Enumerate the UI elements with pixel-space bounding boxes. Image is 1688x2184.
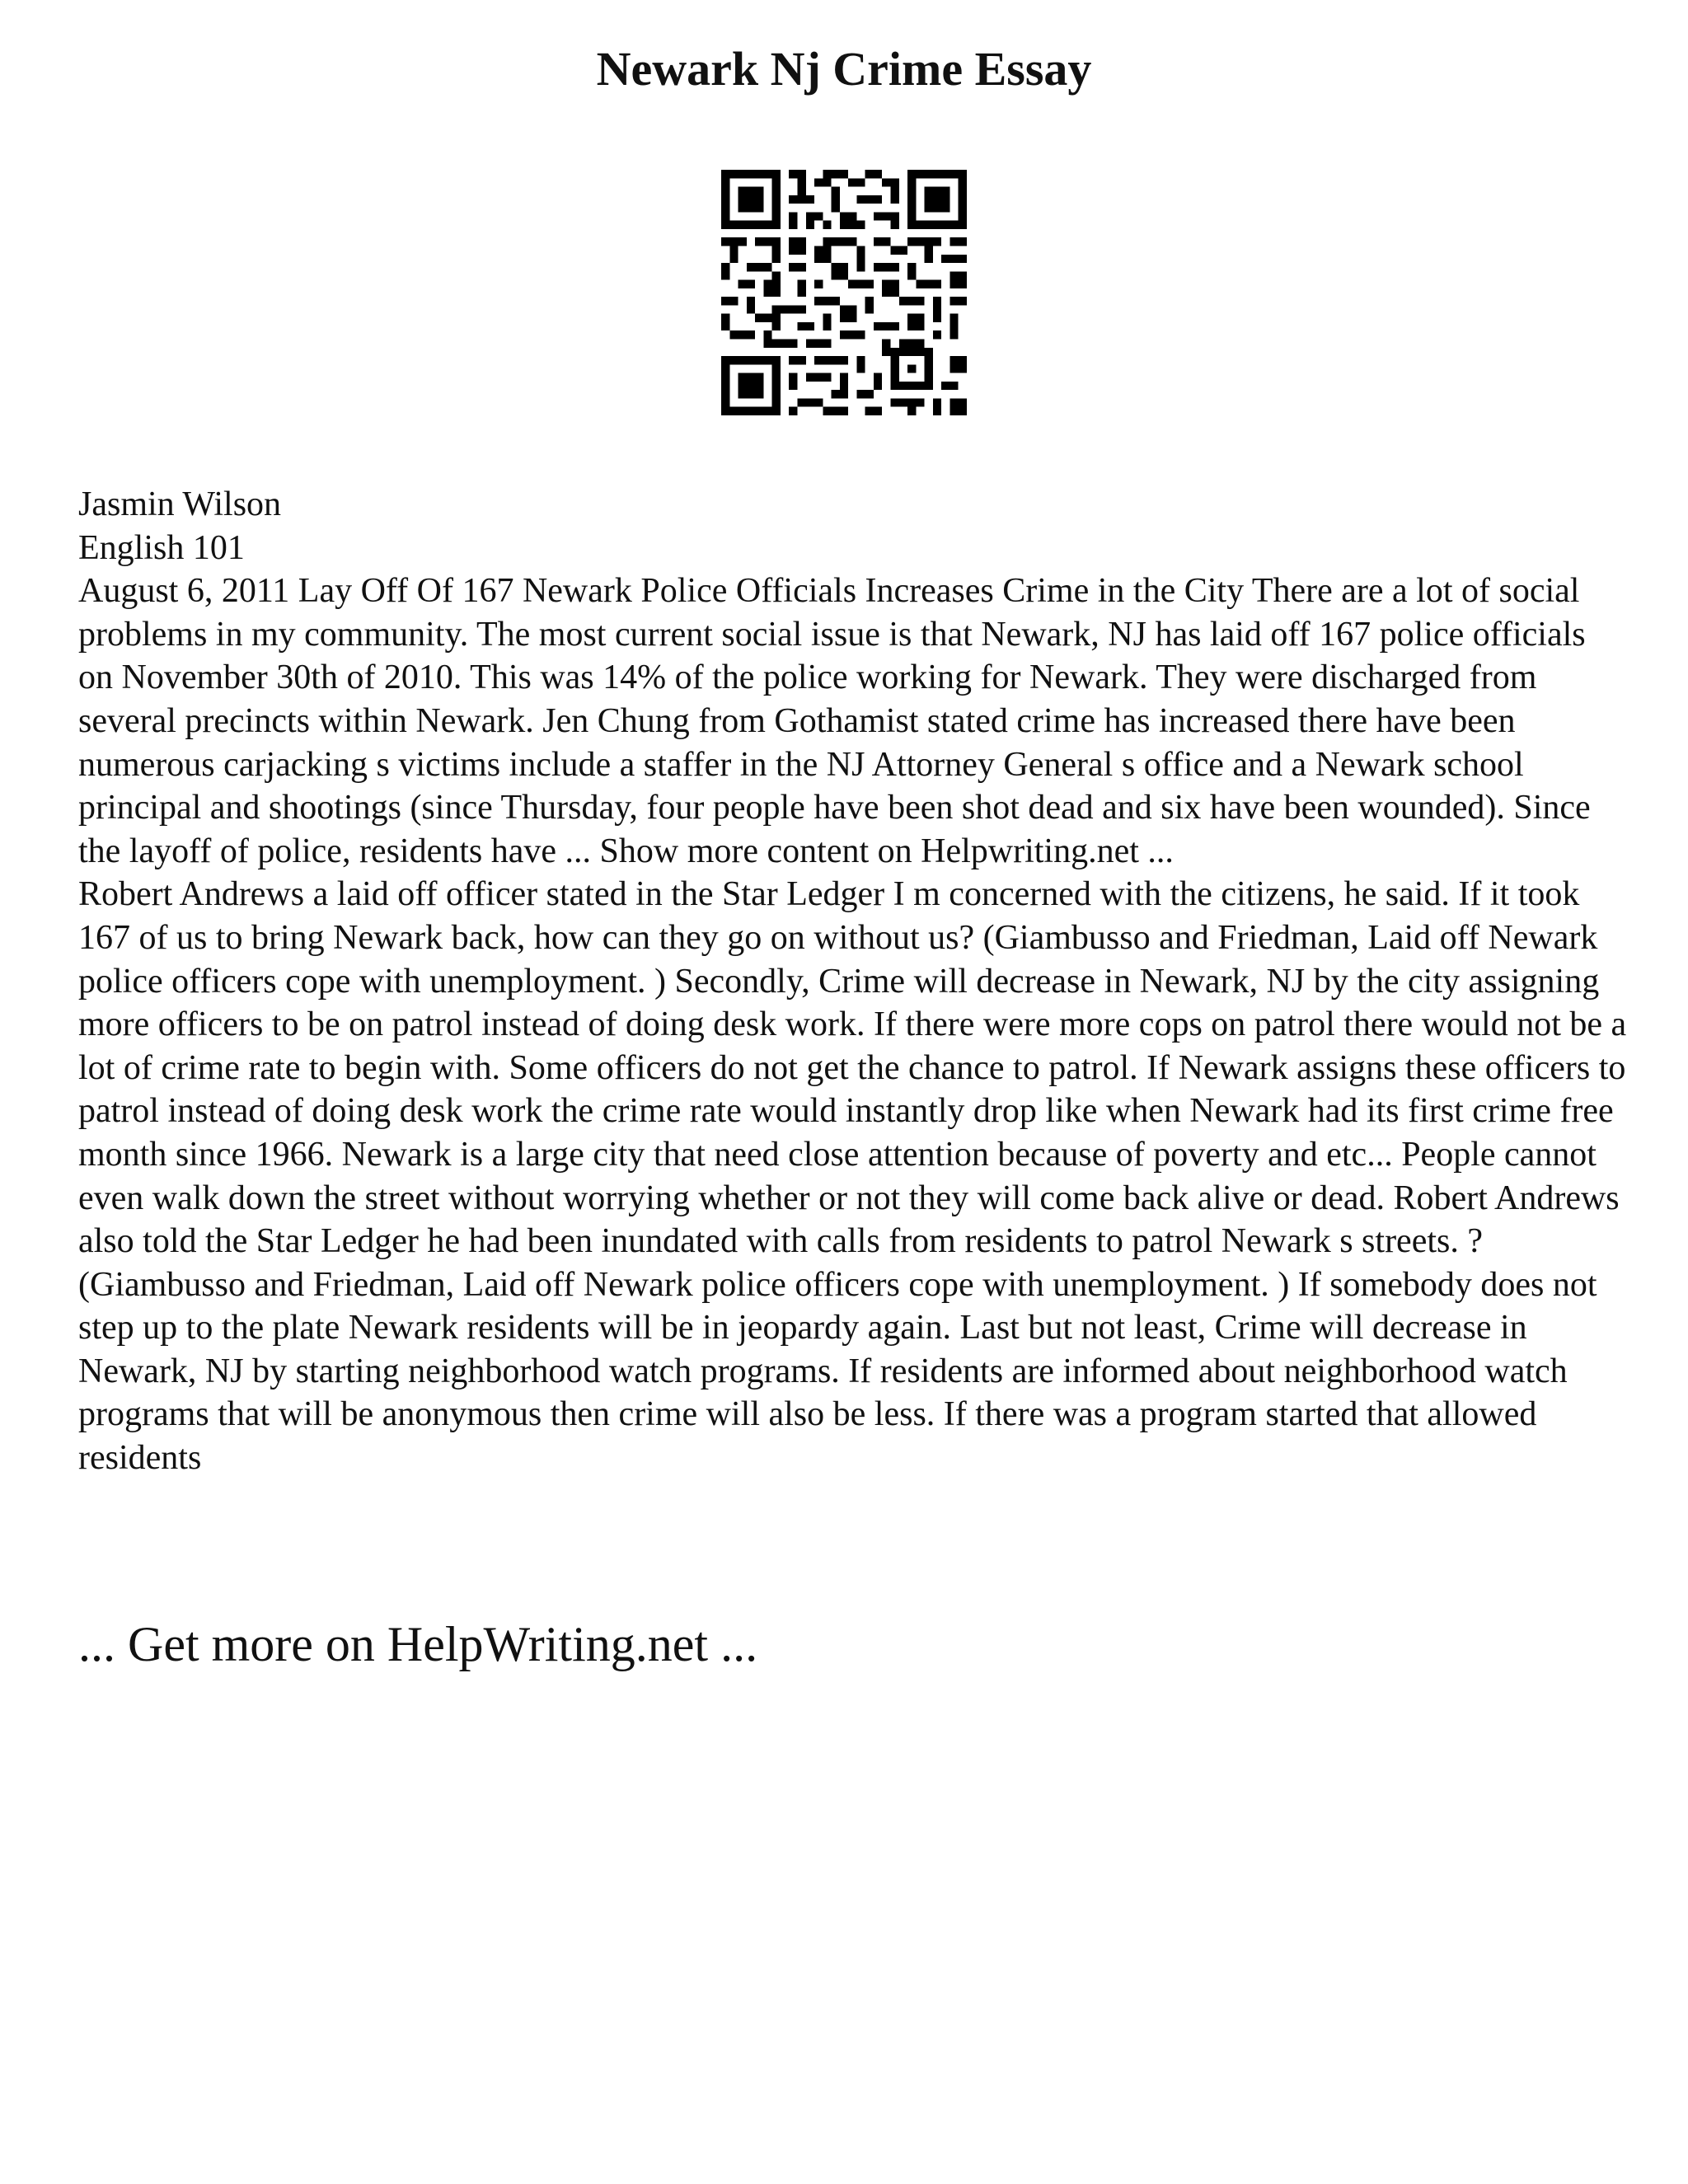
qr-code-icon xyxy=(721,170,967,415)
get-more-link[interactable]: ... Get more on HelpWriting.net ... xyxy=(78,1617,758,1671)
essay-paragraph: August 6, 2011 Lay Off Of 167 Newark Police Officials Increases Crime in the City There are a lot of social problems in my community. The most current social issue is that Newark, NJ has laid off 167 police officials on November 30th of 2010. This was 14% of the police working for Newark. They were discharged from several precincts within Newark. Jen Chung from Gothamist stated crime has increased there have been numerous carjacking s victims include a staffer in the NJ Attorney General s office and a Newark school principal and shootings (since Thursday, four people have been shot dead and six have been wounded). Since the layoff of police, residents have ... Show more content on Helpwriting.net ... xyxy=(78,572,1591,870)
course-name: English 101 xyxy=(78,528,245,567)
essay-body xyxy=(78,483,1628,1480)
essay-paragraph: Robert Andrews a laid off officer stated in the Star Ledger I m concerned with the citizens, he said. If it took 167 of us to bring Newark back, how can they go on without us? (Giambusso and Friedman, Laid off Newark police officers cope with unemployment. ) Secondly, Crime will decrease in Newark, NJ by the city assigning more officers to be on patrol instead of doing desk work. If there were more cops on patrol there would not be a lot of crime rate to begin with. Some officers do not get the chance to patrol. If Newark assigns these officers to patrol instead of doing desk work the crime rate would instantly drop like when Newark had its first crime free month since 1966. Newark is a large city that need close attention because of poverty and etc... People cannot even walk down the street without worrying whether or not they will come back alive or dead. Robert Andrews also told the Star Ledger he had been inundated with calls from residents to patrol Newark s streets. ? (Giambusso and Friedman, Laid off Newark police officers cope with unemployment. ) If somebody does not step up to the plate Newark residents will be in jeopardy again. Last but not least, Crime will decrease in Newark, NJ by starting neighborhood watch programs. If residents are informed about neighborhood watch programs that will be anonymous then crime will also be less. If there was a program started that allowed residents xyxy=(78,875,1627,1478)
author-name: Jasmin Wilson xyxy=(78,485,282,523)
document-title: Newark Nj Crime Essay xyxy=(596,42,1092,96)
